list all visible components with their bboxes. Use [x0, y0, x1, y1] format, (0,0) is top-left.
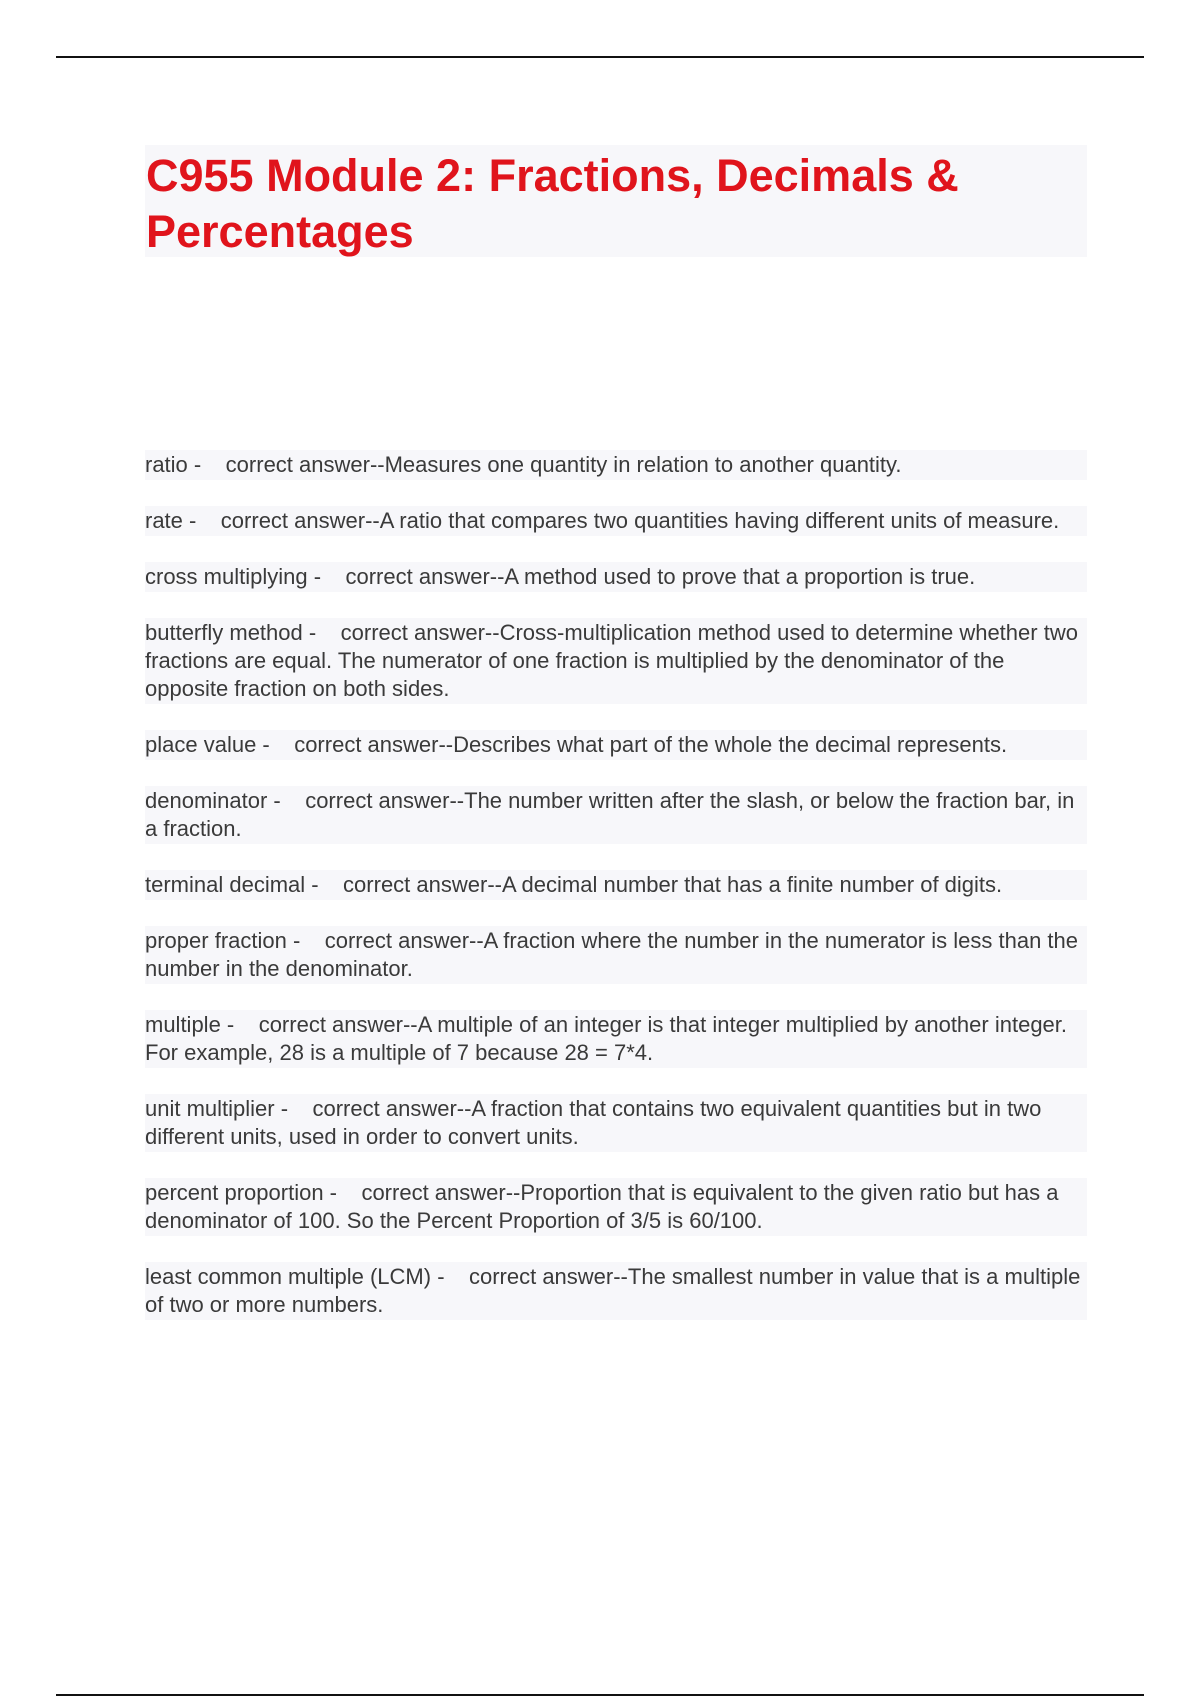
entry-definition: Proportion that is equivalent to the given ratio but has a denominator of 100. So the Percent Proportion of 3/5 is 60/100.	[145, 1180, 1059, 1233]
glossary-entry	[145, 926, 1087, 984]
glossary-entry	[145, 450, 1087, 480]
entry-definition: The smallest number in value that is a multiple of two or more numbers.	[145, 1264, 1081, 1317]
entry-definition: Measures one quantity in relation to another quantity.	[384, 452, 902, 477]
entry-term: percent proportion	[145, 1180, 324, 1205]
entry-separator: - correct answer--	[286, 928, 484, 953]
entry-definition: A multiple of an integer is that integer multiplied by another integer. For example, 28 is a multiple of 7 because 28 = 7*4.	[145, 1012, 1068, 1065]
glossary-entry	[145, 562, 1087, 592]
entry-separator: - correct answer--	[302, 620, 500, 645]
entry-term: ratio	[145, 452, 188, 477]
glossary-entry	[145, 870, 1087, 900]
entry-term: cross multiplying	[145, 564, 308, 589]
entry-separator: - correct answer--	[187, 452, 385, 477]
entry-definition: A fraction that contains two equivalent quantities but in two different units, used in order to convert units.	[145, 1096, 1042, 1149]
entry-separator: - correct answer--	[274, 1096, 472, 1121]
glossary-entry	[145, 506, 1087, 536]
bottom-rule	[56, 1694, 1144, 1696]
glossary-entry	[145, 1010, 1087, 1068]
glossary-entry	[145, 786, 1087, 844]
entry-definition: Describes what part of the whole the decimal represents.	[453, 732, 1008, 757]
entry-definition: A ratio that compares two quantities having different units of measure.	[379, 508, 1060, 533]
entry-separator: - correct answer--	[323, 1180, 521, 1205]
entry-definition: A decimal number that has a finite number of digits.	[501, 872, 1003, 897]
entry-term: multiple	[145, 1012, 221, 1037]
entry-term: terminal decimal	[145, 872, 306, 897]
glossary-entry	[145, 730, 1087, 760]
glossary-entry	[145, 1262, 1087, 1320]
entry-definition: A fraction where the number in the numerator is less than the number in the denominator.	[145, 928, 1078, 981]
entry-separator: - correct answer--	[267, 788, 465, 813]
entry-definition: A method used to prove that a proportion is true.	[504, 564, 976, 589]
entry-term: least common multiple (LCM)	[145, 1264, 432, 1289]
entry-term: butterfly method	[145, 620, 303, 645]
entry-term: place value	[145, 732, 257, 757]
top-rule	[56, 56, 1144, 58]
entry-term: denominator	[145, 788, 268, 813]
entry-definition: The number written after the slash, or below the fraction bar, in a fraction.	[145, 788, 1075, 841]
entry-separator: - correct answer--	[307, 564, 505, 589]
entry-separator: - correct answer--	[256, 732, 454, 757]
glossary-entry	[145, 1178, 1087, 1236]
entry-term: proper fraction	[145, 928, 287, 953]
entry-term: unit multiplier	[145, 1096, 275, 1121]
entry-separator: - correct answer--	[431, 1264, 628, 1289]
entry-separator: - correct answer--	[182, 508, 380, 533]
glossary-list	[145, 450, 1095, 1346]
glossary-entry	[145, 1094, 1087, 1152]
entry-separator: - correct answer--	[305, 872, 502, 897]
document-title: C955 Module 2: Fractions, Decimals & Percentages	[146, 150, 959, 257]
entry-separator: - correct answer--	[220, 1012, 418, 1037]
entry-term: rate	[145, 508, 183, 533]
glossary-entry	[145, 618, 1087, 704]
entry-definition: Cross-multiplication method used to determine whether two fractions are equal. The numerator of one fraction is multiplied by the denominator of the opposite fraction on both sides.	[145, 620, 1078, 701]
